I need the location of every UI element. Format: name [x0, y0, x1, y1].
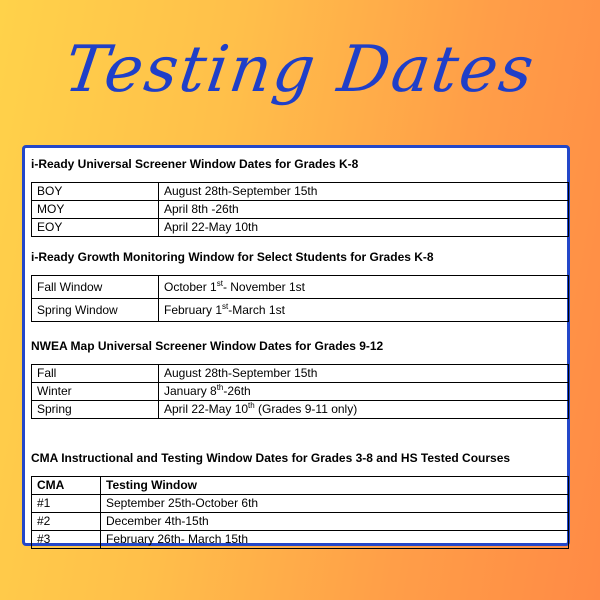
- period-label: Fall: [32, 365, 159, 383]
- period-label: Fall Window: [32, 276, 159, 299]
- table-row: [32, 513, 569, 531]
- window-dates: September 25th-October 6th: [101, 495, 569, 513]
- window-dates: [159, 276, 569, 299]
- window-dates: December 4th-15th: [101, 513, 569, 531]
- window-number: #3: [32, 531, 101, 549]
- window-dates: [159, 401, 569, 419]
- iready-growth-title: i-Ready Growth Monitoring Window for Select Students for Grades K-8: [31, 250, 434, 264]
- window-dates: [159, 383, 569, 401]
- date-end: -26th: [223, 384, 251, 398]
- window-dates: April 22-May 10th: [159, 219, 569, 237]
- nwea-table: [31, 364, 569, 419]
- ordinal-suffix: th: [248, 401, 255, 410]
- table-row: [32, 365, 569, 383]
- page-title: Testing Dates: [60, 33, 540, 107]
- testing-dates-card: [22, 145, 570, 546]
- date-end: - November 1st: [222, 280, 305, 294]
- column-header-cma: CMA: [32, 477, 101, 495]
- table-header-row: [32, 477, 569, 495]
- table-row: [32, 401, 569, 419]
- window-dates: August 28th-September 15th: [159, 183, 569, 201]
- ordinal-suffix: st: [222, 302, 229, 311]
- period-label: BOY: [32, 183, 159, 201]
- date-start: August 28th-September 15th: [164, 366, 318, 380]
- window-dates: [159, 299, 569, 322]
- table-row: [32, 183, 569, 201]
- period-label: Spring: [32, 401, 159, 419]
- date-end: (Grades 9-11 only): [254, 402, 358, 416]
- window-dates: April 8th -26th: [159, 201, 569, 219]
- window-number: #2: [32, 513, 101, 531]
- period-label: Spring Window: [32, 299, 159, 322]
- table-row: [32, 299, 569, 322]
- date-start: October 1: [164, 280, 217, 294]
- period-label: MOY: [32, 201, 159, 219]
- ordinal-suffix: st: [216, 279, 223, 288]
- cma-table: [31, 476, 569, 549]
- table-row: [32, 201, 569, 219]
- nwea-title: NWEA Map Universal Screener Window Dates for Grades 9-12: [31, 339, 384, 353]
- ordinal-suffix: th: [216, 383, 224, 392]
- table-row: [32, 383, 569, 401]
- iready-growth-table: [31, 275, 569, 322]
- period-label: Winter: [32, 383, 159, 401]
- iready-screener-title: i-Ready Universal Screener Window Dates for Grades K-8: [31, 157, 359, 171]
- table-row: [32, 495, 569, 513]
- date-start: January 8: [164, 384, 217, 398]
- table-row: [32, 219, 569, 237]
- column-header-testing-window: Testing Window: [101, 477, 569, 495]
- iready-screener-table: [31, 182, 569, 237]
- date-start: February 1: [164, 303, 223, 317]
- window-dates: February 26th- March 15th: [101, 531, 569, 549]
- window-number: #1: [32, 495, 101, 513]
- table-row: [32, 276, 569, 299]
- date-start: April 22-May 10: [164, 402, 249, 416]
- window-dates: [159, 365, 569, 383]
- cma-title: CMA Instructional and Testing Window Dates for Grades 3-8 and HS Tested Courses: [31, 451, 511, 465]
- period-label: EOY: [32, 219, 159, 237]
- date-end: -March 1st: [228, 303, 285, 317]
- table-row: [32, 531, 569, 549]
